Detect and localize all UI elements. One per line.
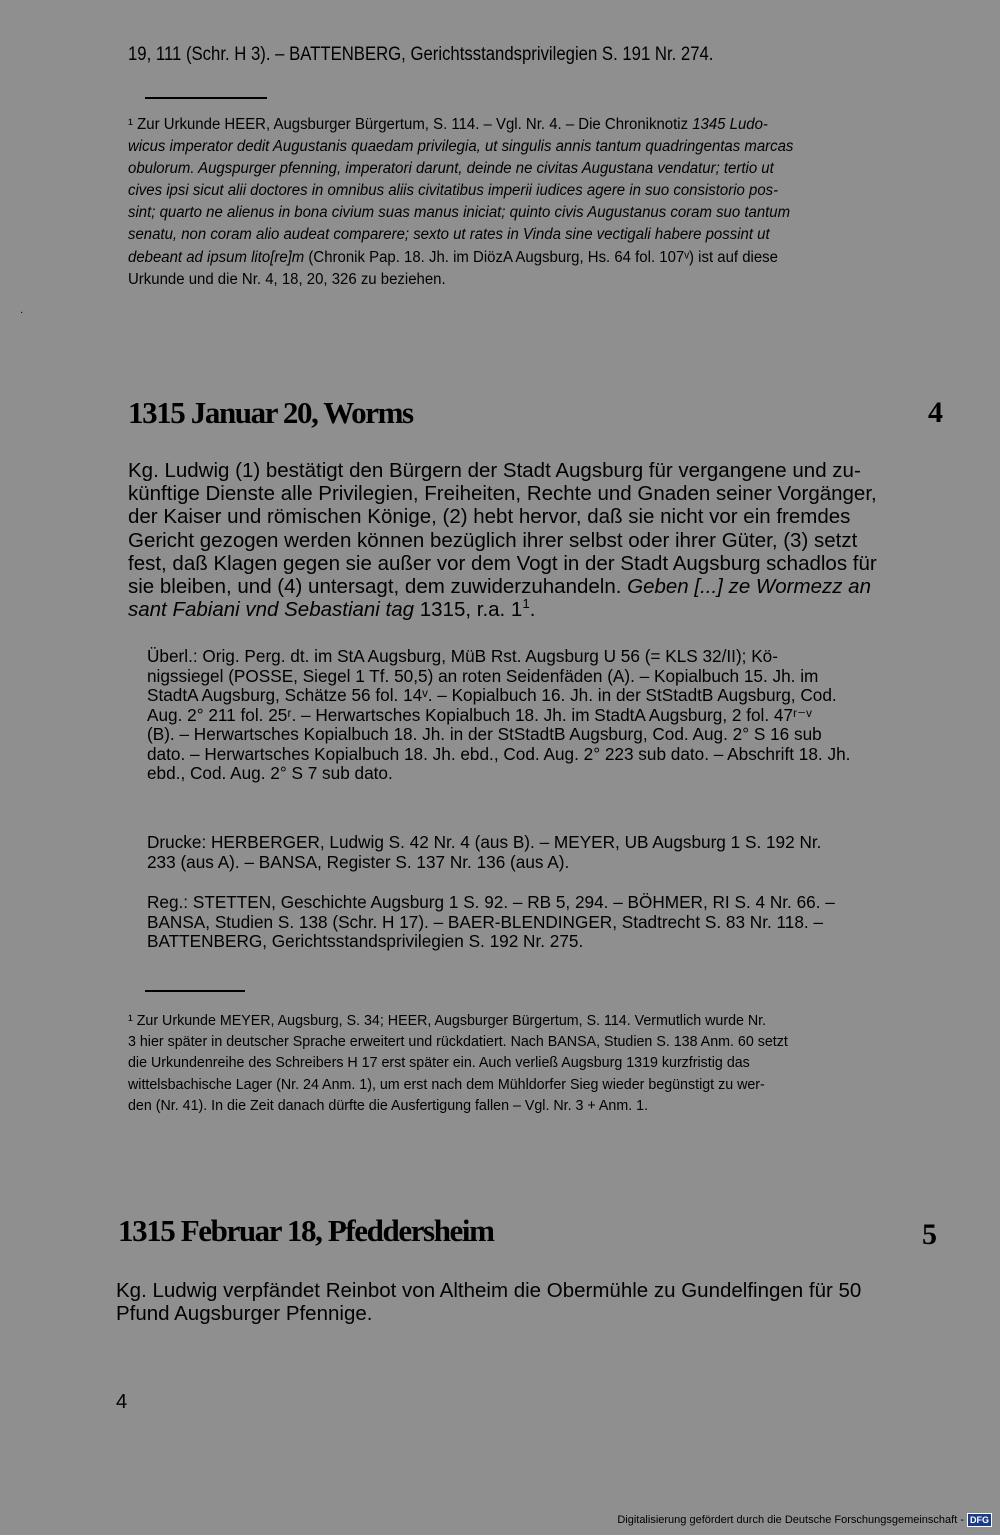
- regesten-line: Reg.: STETTEN, Geschichte Augsburg 1 S. 92. – RB 5, 294. – BÖHMER, RI S. 4 Nr. 66. –: [147, 892, 835, 912]
- footnote-top-line: [128, 224, 948, 246]
- footnote-bottom-line: den (Nr. 41). In die Zeit danach dürfte die Ausfertigung fallen – Vgl. Nr. 3 + Anm. 1.: [128, 1096, 649, 1114]
- entry-4-summary-text: fest, daß Klagen gegen sie außer vor dem Vogt in der Stadt Augsburg schadlos für: [128, 551, 877, 575]
- entry-4-summary-text: der Kaiser und römischen Könige, (2) hebt hervor, daß sie nicht vor ein fremdes: [128, 505, 851, 529]
- entry-4-summary-line: [128, 575, 988, 598]
- footnote-top-run: sint; quarto ne alienus in bona civium suas manus iniciat; quinto civis Augustanus coram suo tantum: [128, 204, 791, 222]
- footnote-top-run: senatu, non coram alio audeat comparere; sexto ut rates in Vinda sine vectigali habere possint ut: [128, 226, 770, 244]
- footnote-top-run: wicus imperator dedit Augustanis quaedam privilegia, ut singulis annis tantum quadringentas marcas: [128, 138, 794, 156]
- entry-4-summary-line: [128, 459, 988, 482]
- ueberlieferung-line: ebd., Cod. Aug. 2° S 7 sub dato.: [147, 763, 393, 783]
- footnote-top-line: [128, 136, 948, 158]
- entry-4-summary-line: [128, 552, 988, 575]
- footnote-rule-bottom: [145, 990, 245, 992]
- footnote-top-run: debeant ad ipsum lito[re]m: [128, 248, 305, 266]
- entry-4-summary-line: [128, 598, 988, 621]
- entry-4-ueberlieferung: [147, 647, 987, 784]
- entry-4-summary-line: [128, 529, 988, 552]
- ueberlieferung-line: (B). – Herwartsches Kopialbuch 18. Jh. in der StStadtB Augsburg, Cod. Aug. 2° S 16 sub: [147, 724, 822, 744]
- footnote-top-run: obulorum. Augspurger pfenning, imperatori darunt, deinde ne civitas Augustana vendatur; tertio ut: [128, 160, 774, 178]
- entry-4-regesten: [147, 893, 987, 952]
- footnote-bottom-line: ¹ Zur Urkunde MEYER, Augsburg, S. 34; HEER, Augsburger Bürgertum, S. 114. Vermutlich wurde Nr.: [128, 1012, 767, 1029]
- dfg-logo-icon: DFG: [967, 1513, 992, 1527]
- entry-4-heading: 1315 Januar 20, Worms: [128, 395, 413, 430]
- footnote-top-line: [128, 202, 948, 224]
- footnote-top-line: [128, 114, 948, 136]
- entry-5-summary-line: Pfund Augsburger Pfennige.: [116, 1302, 373, 1326]
- entry-5-number: 5: [922, 1218, 937, 1251]
- ueberlieferung-line: Aug. 2° 211 fol. 25ʳ. – Herwartsches Kopialbuch 18. Jh. im StadtA Augsburg, 2 fol. 47ʳ⁻ᵛ: [147, 704, 812, 725]
- footnote-ref[interactable]: 1: [522, 596, 530, 612]
- regesten-line: BATTENBERG, Gerichtsstandsprivilegien S. 192 Nr. 275.: [147, 931, 584, 951]
- stray-mark: ·: [20, 308, 24, 319]
- ueberlieferung-line: Überl.: Orig. Perg. dt. im StA Augsburg, MüB Rst. Augsburg U 56 (= KLS 32/II); Kö-: [147, 646, 778, 666]
- dfg-funding-note[interactable]: [617, 1513, 992, 1527]
- drucke-line: 233 (aus A). – BANSA, Register S. 137 Nr. 136 (aus A).: [147, 851, 570, 872]
- entry-4-summary-text: Kg. Ludwig (1) bestätigt den Bürgern der Stadt Augsburg für vergangene und zu-: [128, 459, 861, 482]
- footnote-bottom-line: wittelsbachische Lager (Nr. 24 Anm. 1), um erst nach dem Mühldorfer Sieg wieder begünstigt zu wer-: [128, 1075, 765, 1093]
- entry-5-summary-line: Kg. Ludwig verpfändet Reinbot von Altheim die Obermühle zu Gundelfingen für 50: [116, 1279, 862, 1302]
- entry-4-quote: Geben [...] ze Wormezz an: [627, 575, 871, 599]
- footnote-rule-top: [145, 97, 267, 99]
- footnote-bottom: [128, 1010, 936, 1116]
- ueberlieferung-line: StadtA Augsburg, Schätze 56 fol. 14ᵛ. – Kopialbuch 16. Jh. in der StStadtB Augsburg, Cod.: [147, 685, 837, 705]
- continuation-line: 19, 111 (Schr. H 3). – BATTENBERG, Gerichtsstandsprivilegien S. 191 Nr. 274.: [128, 44, 714, 65]
- footnote-bottom-line: die Urkundenreihe des Schreibers H 17 erst später ein. Auch verließ Augsburg 1319 kurzfristig das: [128, 1054, 750, 1072]
- entry-4-summary-line: [128, 505, 988, 528]
- footnote-top-run: Urkunde und die Nr. 4, 18, 20, 326 zu beziehen.: [128, 270, 446, 288]
- entry-4-summary-line: [128, 482, 988, 505]
- footnote-top-run: 1345 Ludo-: [692, 116, 768, 133]
- drucke-line: Drucke: HERBERGER, Ludwig S. 42 Nr. 4 (aus B). – MEYER, UB Augsburg 1 S. 192 Nr.: [147, 832, 822, 852]
- footnote-top: [128, 114, 948, 291]
- footnote-top-run: ¹ Zur Urkunde HEER, Augsburger Bürgertum, S. 114. – Vgl. Nr. 4. – Die Chroniknotiz: [128, 116, 693, 133]
- footnote-top-line: [128, 180, 948, 202]
- footnote-top-line: [128, 269, 948, 291]
- regesten-line: BANSA, Studien S. 138 (Schr. H 17). – BAER-BLENDINGER, Stadtrecht S. 83 Nr. 118. –: [147, 911, 824, 932]
- entry-5-summary: [116, 1279, 986, 1325]
- entry-4-quote-cont: sant Fabiani vnd Sebastiani tag: [128, 598, 415, 622]
- page-number: 4: [116, 1391, 128, 1413]
- footnote-bottom-line: 3 hier später in deutscher Sprache erweitert und rückdatiert. Nach BANSA, Studien S. 138 Anm. 60 setzt: [128, 1033, 788, 1051]
- entry-4-summary-text: künftige Dienste alle Privilegien, Freiheiten, Rechte und Gnaden seiner Vorgänger,: [128, 482, 877, 506]
- entry-4-summary-text: sie bleiben, und (4) untersagt, dem zuwiderzuhandeln.: [128, 575, 622, 599]
- ueberlieferung-line: dato. – Herwartsches Kopialbuch 18. Jh. ebd., Cod. Aug. 2° 223 sub dato. – Abschrift 18. Jh.: [147, 743, 851, 764]
- entry-4-summary: [128, 459, 988, 621]
- footnote-top-run: cives ipsi sicut alii doctores in omnibus aliis civitatibus imperii iudices agere in suo consistorio pos-: [128, 182, 779, 200]
- dfg-funding-text: Digitalisierung gefördert durch die Deutsche Forschungsgemeinschaft -: [617, 1514, 964, 1526]
- entry-5-heading: 1315 Februar 18, Pfeddersheim: [118, 1213, 494, 1248]
- ueberlieferung-line: nigssiegel (POSSE, Siegel 1 Tf. 50,5) an roten Seidenfäden (A). – Kopialbuch 15. Jh. im: [147, 665, 819, 686]
- entry-4-period: .: [529, 598, 536, 622]
- footnote-top-line: [128, 158, 948, 180]
- entry-4-number: 4: [928, 396, 943, 429]
- entry-4-date: 1315, r.a. 1: [414, 598, 523, 622]
- footnote-top-line: [128, 247, 948, 269]
- footnote-top-run: (Chronik Pap. 18. Jh. im DiözA Augsburg, Hs. 64 fol. 107ᵛ) ist auf diese: [304, 248, 778, 266]
- entry-4-summary-text: Gericht gezogen werden können bezüglich ihrer selbst oder ihrer Güter, (3) setzt: [128, 528, 858, 552]
- entry-4-drucke: [147, 833, 987, 872]
